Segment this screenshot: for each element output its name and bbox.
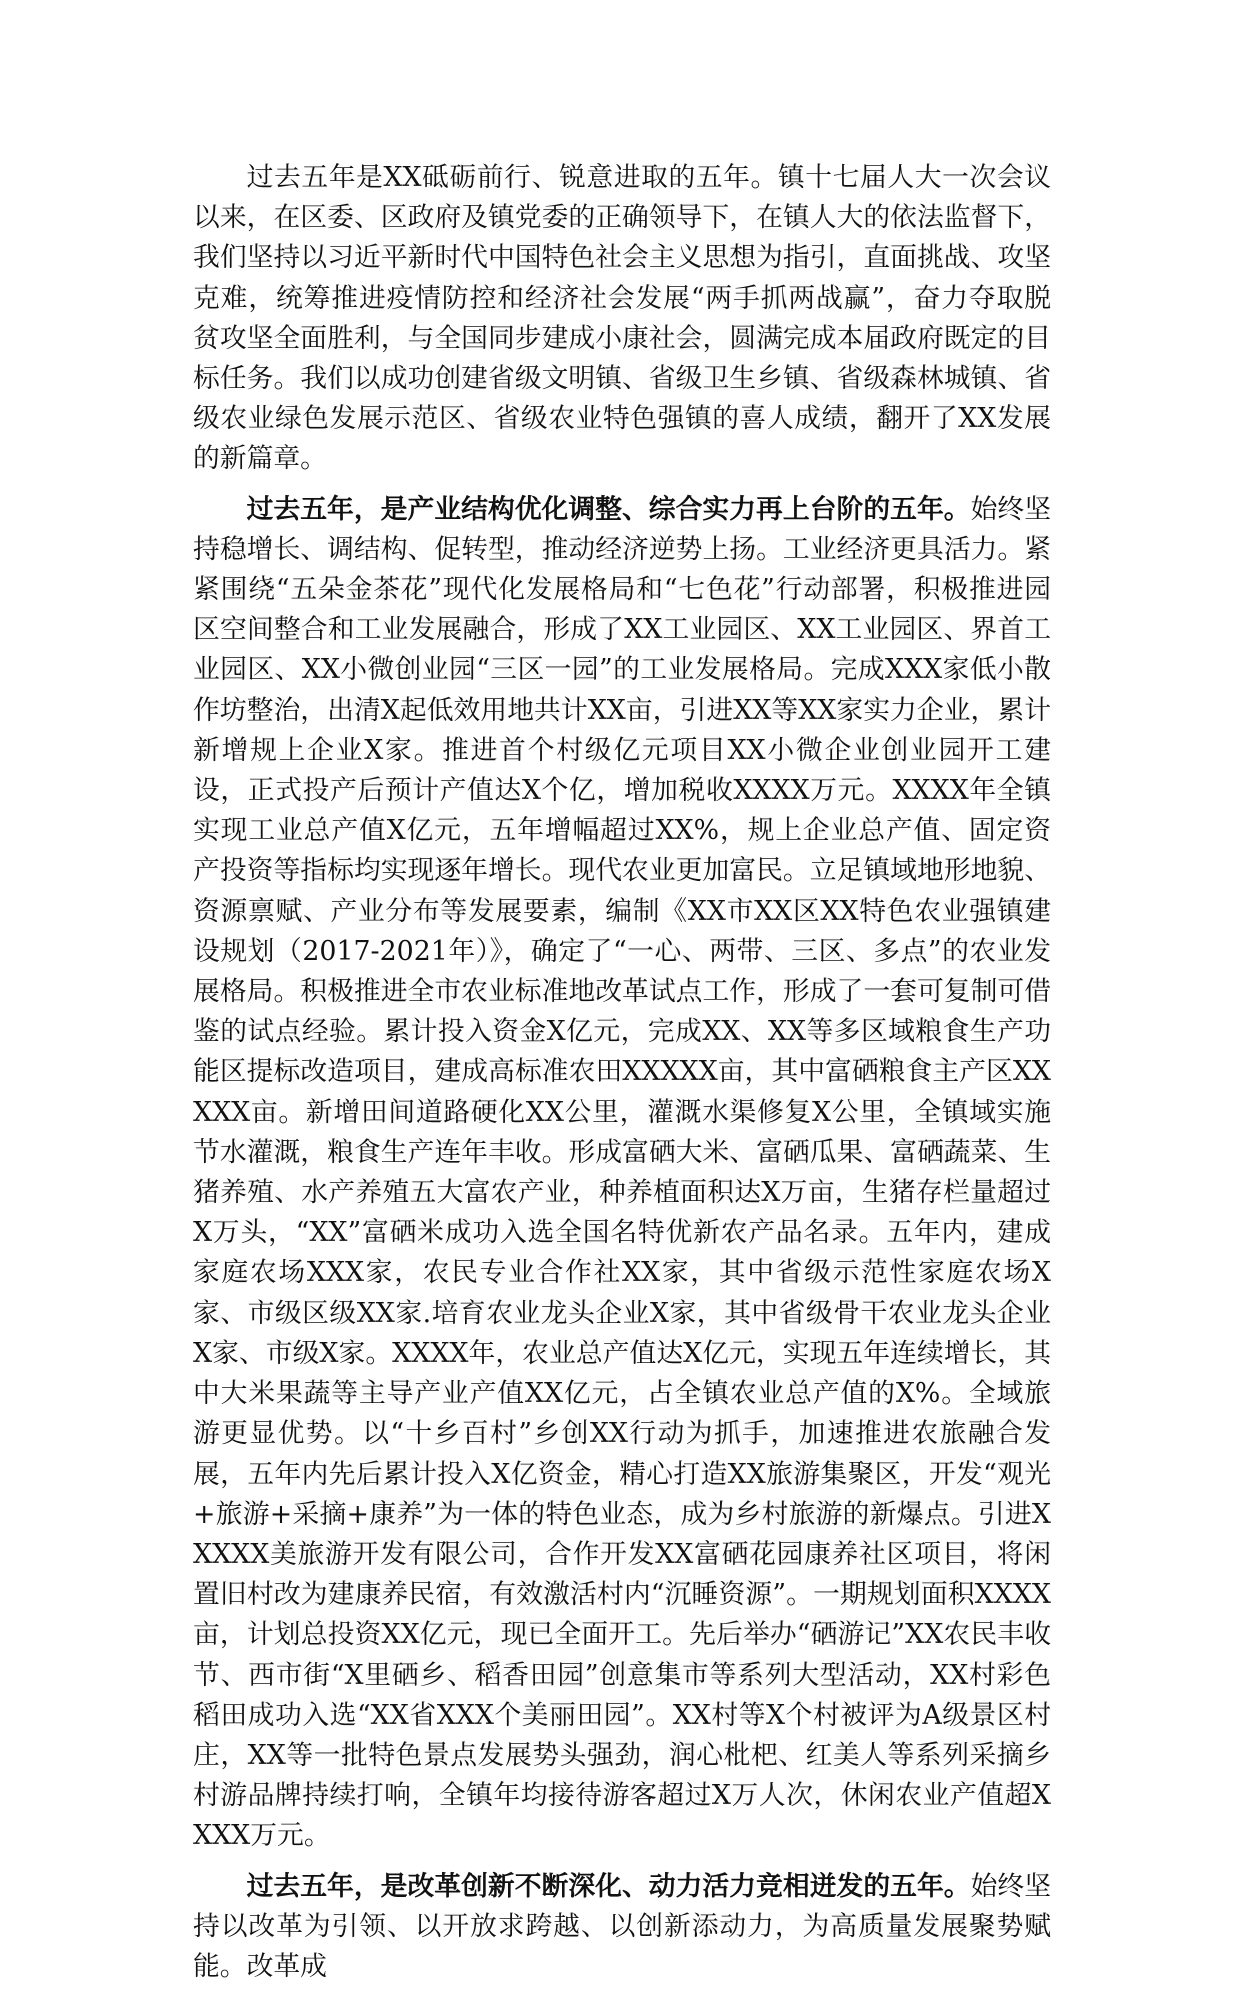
paragraph-text: 始终坚持稳增长、调结构、促转型，推动经济逆势上扬。工业经济更具活力。紧紧围绕“五朵金茶花”现代化发展格局和“七色花”行动部署，积极推进园区空间整合和工业发展融合，形成了XX工业园区、XX工业园区、界首工业园区、XX小微创业园“三区一园”的工业发展格局。完成XXX家低小散作坊整治，出清X起低效用地共计XX亩，引进XX等XX家实力企业，累计新增规上企业X家。推进首个村级亿元项目XX小微企业创业园开工建设，正式投产后预计产值达X个亿，增加税收XXXX万元。XXXX年全镇实现工业总产值X亿元，五年增幅超过XX%，规上企业总产值、固定资产投资等指标均实现逐年增长。现代农业更加富民。立足镇域地形地貌、资源禀赋、产业分布等发展要素，编制《XX市XX区XX特色农业强镇建设规划（2017-2021年）》，确定了“一心、两带、三区、多点”的农业发展格局。积极推进全市农业标准地改革试点工作，形成了一套可复制可借鉴的试点经验。累计投入资金X亿元，完成XX、XX等多区域粮食生产功能区提标改造项目，建成高标准农田XXXXX亩，其中富硒粮食主产区XXXXX亩。新增田间道路硬化XX公里，灌溉水渠修复X公里，全镇域实施节水灌溉，粮食生产连年丰收。形成富硒大米、富硒瓜果、富硒蔬菜、生猪养殖、水产养殖五大富农产业，种养植面积达X万亩，生猪存栏量超过X万头，“XX”富硒米成功入选全国名特优新农产品名录。五年内，建成家庭农场XXX家，农民专业合作社XX家，其中省级示范性家庭农场X家、市级区级XX家.培育农业龙头企业X家，其中省级骨干农业龙头企业X家、市级X家。XXXX年，农业总产值达X亿元，实现五年连续增长，其中大米果蔬等主导产业产值XX亿元，占全镇农业总产值的X%。全域旅游更显优势。以“十乡百村”乡创XX行动为抓手，加速推进农旅融合发展，五年内先后累计投入X亿资金，精心打造XX旅游集聚区，开发“观光+旅游+采摘+康养”为一体的特色业态，成为乡村旅游的新爆点。引进XXXXX美旅游开发有限公司，合作开发XX富硒花园康养社区项目，将闲置旧村改为建康养民宿，有效激活村内“沉睡资源”。一期规划面积XXXX亩，计划总投资XX亿元，现已全面开工。先后举办“硒游记”XX农民丰收节、西市街“X里硒乡、稻香田园”创意集市等系列大型活动，XX村彩色稻田成功入选“XX省XXX个美丽田园”。XX村等X个村被评为A级景区村庄，XX等一批特色景点发展势头强劲，润心枇杷、红美人等系列采摘乡村游品牌持续打响，全镇年均接待游客超过X万人次，休闲农业产值超XXXX万元。 <box>193 493 1052 1852</box>
paragraph-text: 过去五年是XX砥砺前行、锐意进取的五年。镇十七届人大一次会议以来，在区委、区政府及镇党委的正确领导下，在镇人大的依法监督下，我们坚持以习近平新时代中国特色社会主义思想为指引，直面挑战、攻坚克难，统筹推进疫情防控和经济社会发展“两手抓两战赢”，奋力夺取脱贫攻坚全面胜利，与全国同步建成小康社会，圆满完成本届政府既定的目标任务。我们以成功创建省级文明镇、省级卫生乡镇、省级森林城镇、省级农业绿色发展示范区、省级农业特色强镇的喜人成绩，翻开了XX发展的新篇章。 <box>193 162 1051 475</box>
paragraph-industry <box>193 490 1051 1857</box>
paragraph-text: 始终坚持以改革为引领、以开放求跨越、以创新添动力，为高质量发展聚势赋能。改革成 <box>193 1870 1052 1982</box>
paragraph-reform <box>193 1867 1051 1988</box>
document-body <box>193 158 1051 1997</box>
paragraph-lead: 过去五年，是产业结构优化调整、综合实力再上台阶的五年。 <box>246 493 971 525</box>
paragraph-lead: 过去五年，是改革创新不断深化、动力活力竞相迸发的五年。 <box>246 1870 971 1902</box>
paragraph-intro <box>193 158 1051 480</box>
